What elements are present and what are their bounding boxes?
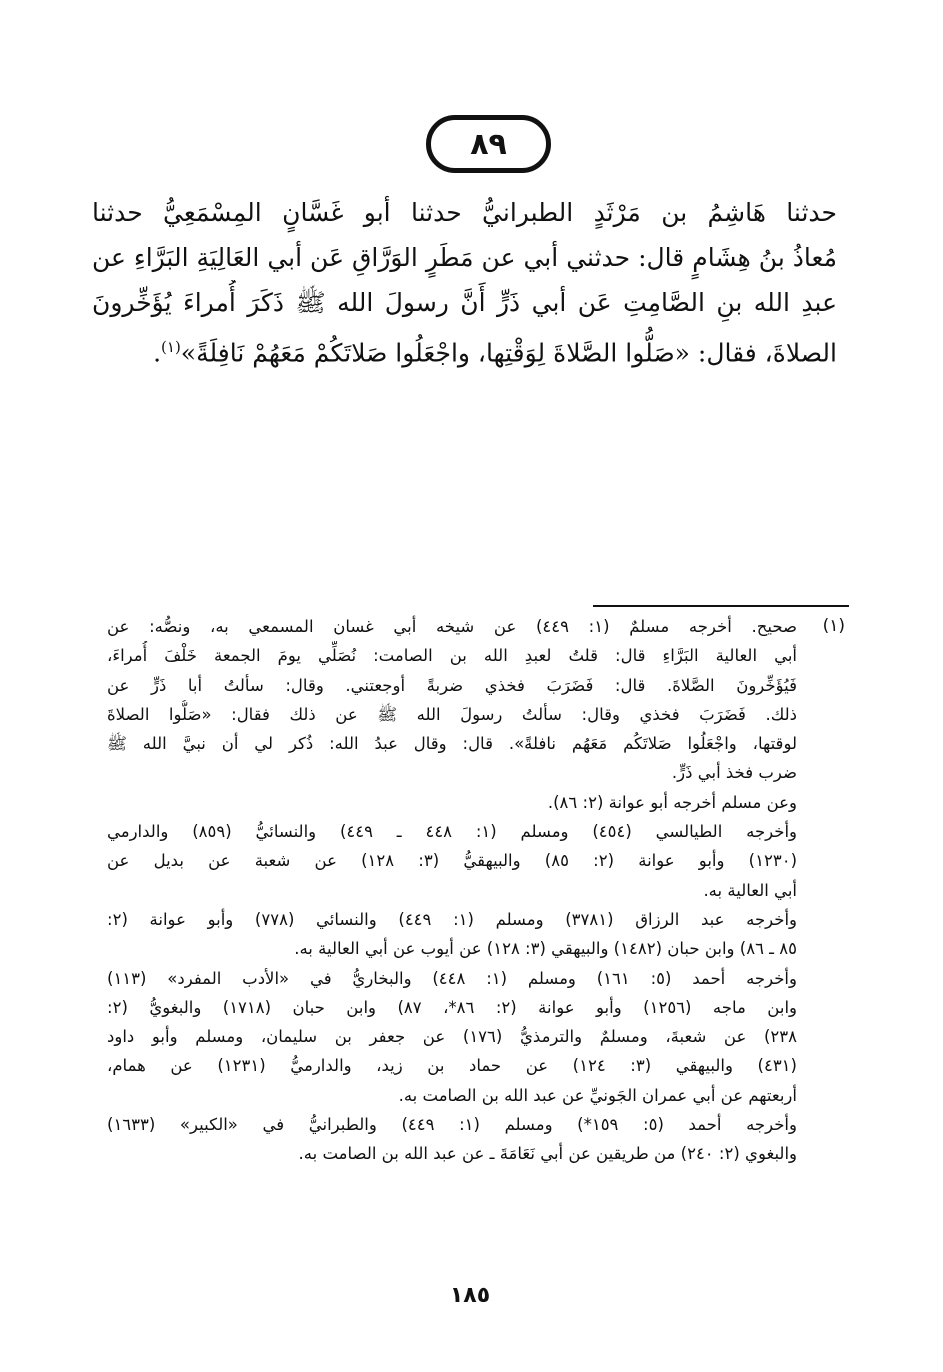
footnote-line: وأخرجه عبد الرزاق (٣٧٨١) ومسلم (١: ٤٤٩) والنسائي (٧٧٨) وأبو عوانة (٢:	[107, 909, 797, 929]
footnote-separator	[593, 605, 849, 607]
page-number: ١٨٥	[449, 1283, 491, 1308]
footnote-line: ٢٣٨) عن شعبةَ، ومسلمٌ والترمذيُّ (١٧٦) عن جعفر بن سليمان، ومسلم وأبو داود	[107, 1027, 797, 1047]
footnote-line: وأخرجه الطيالسي (٤٥٤) ومسلم (١: ٤٤٨ ـ ٤٤٩) والنسائيُّ (٨٥٩) والدارمي	[107, 822, 797, 842]
final-punctuation: .	[153, 338, 162, 368]
footnote-line: ٨٥ ـ ٨٦) وابن حبان (١٤٨٢) والبيهقي (٣: ١٢٨) عن أيوب عن أبي العالية به.	[294, 939, 797, 959]
footnote-number: (١)	[822, 616, 845, 636]
footnote-line: ضرب فخذ أبي ذَرٍّ.	[671, 763, 797, 783]
footnote-line: (٤٣١) والبيهقي (٣: ١٢٤) عن حماد بن زيد، والدارميُّ (١٢٣١) عن همام،	[107, 1056, 797, 1076]
footnote-line: أربعتهم عن أبي عمران الجَونيِّ عن عبد الله بن الصامت به.	[398, 1085, 797, 1105]
footnote-line: وابن ماجه (١٢٥٦) وأبو عوانة (٢: ٨٦*، ٨٧) وابن حبان (١٧١٨) والبغويُّ (٢:	[107, 997, 797, 1017]
footnote-line: فَيُؤَخِّرونَ الصَّلاةَ. قال: فَضَرَبَ فخذي ضربةً أوجعتني. وقال: سألتُ أبا ذَرٍّ عن	[107, 675, 797, 695]
hadith-number: ٨٩	[470, 126, 507, 162]
footnote-body	[107, 612, 797, 1169]
hadith-text	[92, 190, 837, 375]
hadith-text-line: عبدِ الله بنِ الصَّامِتِ عَن أبي ذَرٍّ أَنَّ رسولَ الله ﷺ ذَكَرَ أُمراءَ يُؤَخِّرونَ	[92, 288, 837, 317]
footnote-reference: (١)	[161, 338, 181, 356]
footnote-line: وعن مسلم أخرجه أبو عوانة (٢: ٨٦).	[547, 792, 797, 812]
footnote-line: (١٢٣٠) وأبو عوانة (٢: ٨٥) والبيهقيُّ (٣: ١٢٨) عن شعبة عن بديل عن	[107, 851, 797, 871]
footnote-line: صحيح. أخرجه مسلمٌ (١: ٤٤٩) عن شيخه أبي غسان المسمعي به، ونصُّه: عن	[107, 617, 797, 636]
footnote-line: أبي العالية به.	[703, 880, 797, 900]
footnote-line: لوقتها، واجْعَلُوا صَلاتَكُم مَعَهُم نافلةً». قال: وقال عبدُ الله: ذُكر لي أن نبيَّ الله ﷺ	[107, 734, 797, 754]
footnote-line: وأخرجه أحمد (٥: ١٥٩*) ومسلم (١: ٤٤٩) والطبرانيُّ في «الكبير» (١٦٣٣)	[107, 1115, 797, 1135]
hadith-text-line-content: الصلاةَ، فقال: «صَلُّوا الصَّلاةَ لِوَقْتِها، واجْعَلُوا صَلاتَكُمْ مَعَهُمْ نَافِلَةً»	[180, 338, 837, 368]
footnote-line: أبي العالية البَرَّاءِ قال: قلتُ لعبدِ الله بن الصامت: نُصَلِّي يومَ الجمعة خَلْفَ أُمراءَ،	[107, 646, 797, 666]
hadith-text-line-last	[92, 325, 837, 375]
footnote-line: وأخرجه أحمد (٥: ١٦١) ومسلم (١: ٤٤٨) والبخاريُّ في «الأدب المفرد» (١١٣)	[107, 968, 797, 988]
footnote-line: ذلك. فَضَرَبَ فخذي وقال: سألتُ رسولَ الله ﷺ عن ذلك فقال: «صَلُّوا الصلاةَ	[107, 704, 797, 724]
hadith-number-badge	[426, 115, 551, 173]
footnote-line: والبغوي (٢: ٢٤٠) من طريقين عن أبي نَعَامَةَ ـ عن عبد الله بن الصامت به.	[298, 1144, 797, 1164]
hadith-text-line: مُعاذُ بنُ هِشَامٍ قال: حدثني أبي عن مَطَرٍ الوَرَّاقِ عَن أبي العَالِيَةِ البَرَّاءِ عن	[92, 243, 837, 272]
hadith-text-line: حدثنا هَاشِمُ بن مَرْثَدٍ الطبرانيُّ حدثنا أبو غَسَّانٍ المِسْمَعِيُّ حدثنا	[92, 198, 837, 227]
